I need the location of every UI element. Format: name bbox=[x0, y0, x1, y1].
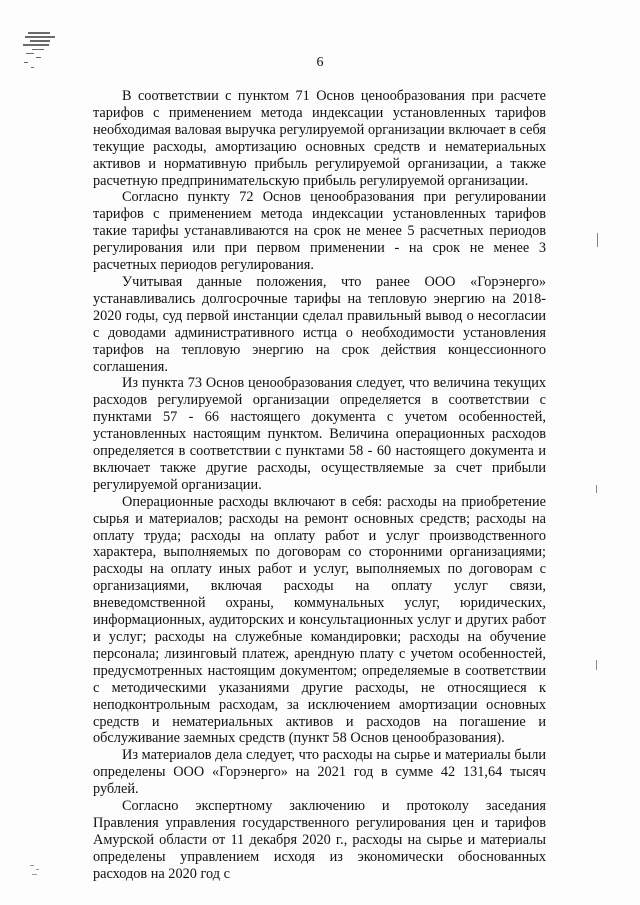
paragraph-pricing-point-72: Согласно пункту 72 Основ ценообразования при регулировании тарифов с применением метода индексации установленных тарифов такие тарифы устанавливаются на срок не менее 5 расчетных периодов регулирования или при первом применении - на срок не менее 3 расчетных периодов регулирования. bbox=[93, 189, 546, 274]
paragraph-operating-expenses: Операционные расходы включают в себя: расходы на приобретение сырья и материалов; расходы на ремонт основных средств; расходы на оплату труда; расходы на оплату работ и услуг производственного характера, выполняемых по договорам со сторонними организациями; расходы на оплату иных работ и услуг, выполняемых по договорам с организациями, включая расходы на оплату услуг связи, вневедомственной охраны, коммунальных услуг, юридических, информационных, аудиторских и консультационных услуг и других работ и услуг; расходы на служебные командировки; расходы на обучение персонала; лизинговый платеж, арендную плату с учетом особенностей, предусмотренных настоящим документом; определяемые в соответствии с методическими указаниями другие расходы, не относящиеся к неподконтрольным расходам, за исключением амортизации основных средств и нематериальных активов и расходов на погашение и обслуживание заемных средств (пункт 58 Основ ценообразования). bbox=[93, 493, 546, 747]
scan-noise-bottom-left bbox=[28, 862, 48, 882]
scan-mark-right-1 bbox=[597, 233, 598, 247]
scan-mark-right-3 bbox=[596, 660, 597, 670]
paragraph-long-term-tariffs: Учитывая данные положения, что ранее ООО «Горэнерго» устанавливались долгосрочные тарифы на тепловую энергию на 2018-2020 годы, суд первой инстанции сделал правильный вывод о несогласии с доводами административного истца о необходимости установления тарифов на тепловую энергию на срок действия концессионного соглашения. bbox=[93, 273, 546, 375]
paragraph-pricing-point-71: В соответствии с пунктом 71 Основ ценообразования при расчете тарифов с применением метода индексации установленных тарифов необходимая валовая выручка регулируемой организации включает в себя текущие расходы, амортизацию основных средств и нематериальных активов и нормативную прибыль регулируемой организации, а также расчетную предпринимательскую прибыль регулируемой организации. bbox=[93, 88, 546, 189]
document-body bbox=[93, 88, 546, 883]
paragraph-raw-materials-2021: Из материалов дела следует, что расходы на сырье и материалы были определены ООО «Горэнерго» на 2021 год в сумме 42 131,64 тысяч рублей. bbox=[93, 747, 546, 798]
paragraph-expert-opinion: Согласно экспертному заключению и протоколу заседания Правления управления государственного регулирования цен и тарифов Амурской области от 11 декабря 2020 г., расходы на сырье и материалы определены управлением исходя из экономически обоснованных расходов на 2020 год с bbox=[93, 798, 546, 882]
page-number: 6 bbox=[316, 55, 324, 70]
paragraph-pricing-point-73: Из пункта 73 Основ ценообразования следует, что величина текущих расходов регулируемой организации определяется в соответствии с пунктами 57 - 66 настоящего документа с учетом особенностей, установленных настоящим пунктом. Величина операционных расходов определяется в соответствии с пунктами 58 - 60 настоящего документа и включает также другие расходы, осуществляемые за счет прибыли регулируемой организации. bbox=[93, 375, 546, 493]
scan-mark-right-2 bbox=[596, 485, 597, 493]
